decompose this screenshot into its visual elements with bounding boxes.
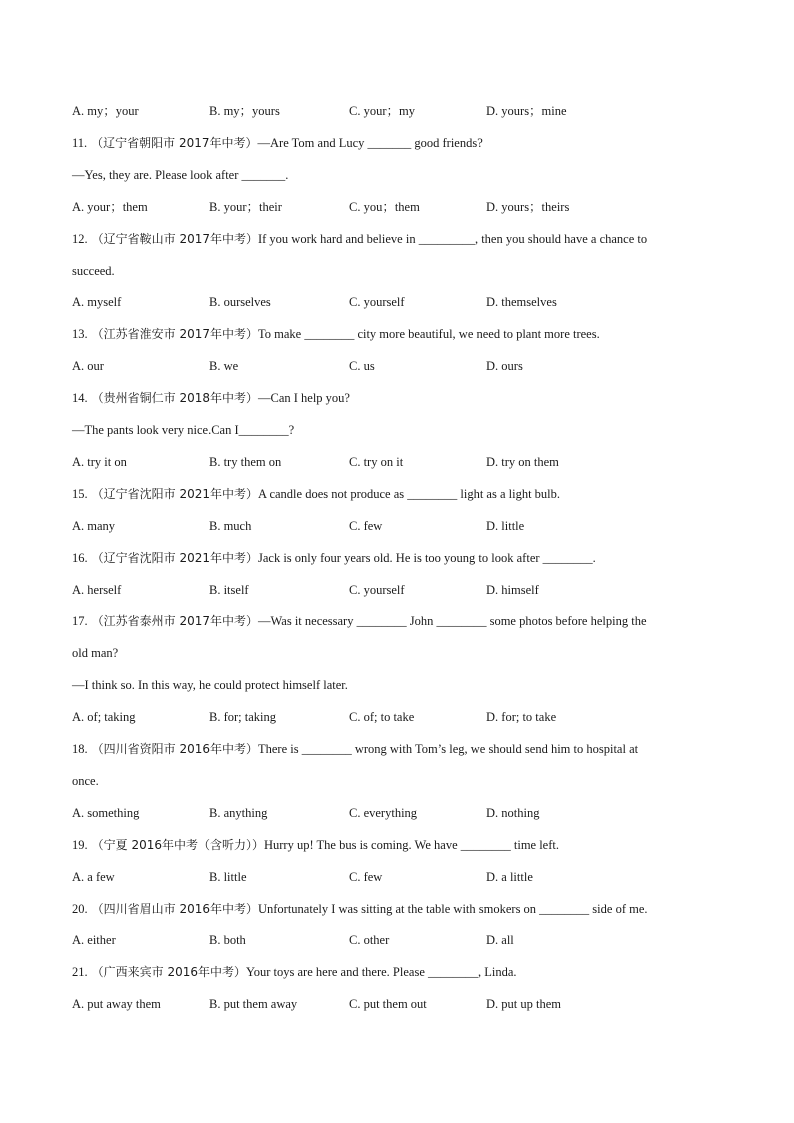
question-line [72, 390, 722, 406]
question-source: （四川省资阳市 2016年中考） [91, 742, 258, 756]
option-c: C. everything [349, 806, 418, 820]
question-number: 16. [72, 551, 88, 565]
question-source: （辽宁省沈阳市 2021年中考） [91, 551, 258, 565]
question-source: （江苏省淮安市 2017年中考） [91, 327, 258, 341]
option-a: A. either [72, 933, 116, 947]
question-text: If you work hard and believe in _________, then you should have a chance to [257, 232, 648, 246]
option-b: B. anything [209, 806, 268, 820]
question-number: 12. [72, 232, 88, 246]
question-text: —I think so. In this way, he could protect himself later. [72, 678, 348, 692]
option-d: D. little [486, 519, 525, 533]
question-number: 19. [72, 838, 88, 852]
question-line [72, 964, 722, 980]
question-text: Jack is only four years old. He is too young to look after ________. [257, 551, 596, 565]
option-d: D. yours；theirs [486, 200, 570, 214]
question-text: Hurry up! The bus is coming. We have ________ time left. [263, 838, 559, 852]
option-c: C. few [349, 519, 383, 533]
option-c: C. few [349, 870, 383, 884]
question-continuation [72, 263, 722, 279]
question-continuation [72, 677, 722, 693]
option-d: D. nothing [486, 806, 540, 820]
option-d: D. for; to take [486, 710, 557, 724]
answer-options [72, 869, 732, 885]
question-number: 13. [72, 327, 88, 341]
question-continuation [72, 167, 722, 183]
question-source: （宁夏 2016年中考（含听力）） [91, 838, 264, 852]
option-b: B. itself [209, 583, 249, 597]
question-source: （江苏省泰州市 2017年中考） [91, 614, 258, 628]
question-number: 11. [72, 136, 88, 150]
option-c: C. put them out [349, 997, 427, 1011]
question-text: Your toys are here and there. Please ________, Linda. [245, 965, 517, 979]
answer-options [72, 996, 732, 1012]
option-d: D. all [486, 933, 514, 947]
option-a: A. my；your [72, 104, 139, 118]
option-a: A. of; taking [72, 710, 136, 724]
question-source: （贵州省铜仁市 2018年中考） [91, 391, 258, 405]
option-d: D. try on them [486, 455, 559, 469]
option-c: C. try on it [349, 455, 404, 469]
answer-options [72, 518, 732, 534]
option-d: D. yours；mine [486, 104, 567, 118]
option-c: C. yourself [349, 295, 405, 309]
option-a: A. herself [72, 583, 122, 597]
option-c: C. you；them [349, 200, 420, 214]
question-line [72, 135, 722, 151]
question-source: （四川省眉山市 2016年中考） [91, 902, 258, 916]
option-d: D. himself [486, 583, 539, 597]
question-source: （辽宁省沈阳市 2021年中考） [91, 487, 258, 501]
option-d: D. put up them [486, 997, 561, 1011]
question-text: —Was it necessary ________ John ________ some photos before helping the [257, 614, 647, 628]
question-line [72, 741, 722, 757]
question-source: （辽宁省鞍山市 2017年中考） [91, 232, 258, 246]
question-continuation [72, 422, 722, 438]
option-c: C. other [349, 933, 390, 947]
question-text: A candle does not produce as ________ light as a light bulb. [257, 487, 561, 501]
option-c: C. us [349, 359, 375, 373]
option-d: D. ours [486, 359, 523, 373]
question-text: Unfortunately I was sitting at the table with smokers on ________ side of me. [257, 902, 648, 916]
question-continuation [72, 773, 722, 789]
question-number: 18. [72, 742, 88, 756]
option-a: A. many [72, 519, 116, 533]
question-line [72, 486, 722, 502]
option-b: B. my；yours [209, 104, 280, 118]
answer-options [72, 805, 732, 821]
option-d: D. themselves [486, 295, 557, 309]
answer-options [72, 199, 732, 215]
option-a: A. myself [72, 295, 122, 309]
option-c: C. of; to take [349, 710, 415, 724]
option-b: B. your；their [209, 200, 282, 214]
question-text: once. [72, 774, 99, 788]
question-number: 21. [72, 965, 88, 979]
question-line [72, 231, 722, 247]
question-text: There is ________ wrong with Tom’s leg, we should send him to hospital at [257, 742, 639, 756]
question-text: —The pants look very nice.Can I________? [72, 423, 295, 437]
option-a: A. something [72, 806, 140, 820]
option-a: A. our [72, 359, 104, 373]
option-a: A. put away them [72, 997, 161, 1011]
question-number: 17. [72, 614, 88, 628]
answer-options [72, 103, 732, 119]
option-b: B. much [209, 519, 252, 533]
question-number: 20. [72, 902, 88, 916]
question-line [72, 613, 722, 629]
option-d: D. a little [486, 870, 533, 884]
question-line [72, 901, 722, 917]
option-c: C. your；my [349, 104, 415, 118]
question-text: old man? [72, 646, 119, 660]
answer-options [72, 932, 732, 948]
question-number: 15. [72, 487, 88, 501]
question-text: —Are Tom and Lucy _______ good friends? [257, 136, 483, 150]
question-text: —Can I help you? [257, 391, 350, 405]
answer-options [72, 454, 732, 470]
option-b: B. put them away [209, 997, 298, 1011]
question-line [72, 837, 722, 853]
option-b: B. ourselves [209, 295, 271, 309]
question-line [72, 326, 722, 342]
answer-options [72, 582, 732, 598]
question-source: （广西来宾市 2016年中考） [91, 965, 246, 979]
question-number: 14. [72, 391, 88, 405]
answer-options [72, 294, 732, 310]
question-text: —Yes, they are. Please look after _______. [72, 168, 289, 182]
option-c: C. yourself [349, 583, 405, 597]
option-a: A. try it on [72, 455, 127, 469]
option-b: B. little [209, 870, 247, 884]
option-a: A. a few [72, 870, 115, 884]
option-a: A. your；them [72, 200, 148, 214]
question-text: succeed. [72, 264, 115, 278]
question-line [72, 550, 722, 566]
option-b: B. try them on [209, 455, 282, 469]
question-source: （辽宁省朝阳市 2017年中考） [91, 136, 258, 150]
option-b: B. for; taking [209, 710, 277, 724]
answer-options [72, 358, 732, 374]
option-b: B. we [209, 359, 239, 373]
option-b: B. both [209, 933, 246, 947]
answer-options [72, 709, 732, 725]
question-text: To make ________ city more beautiful, we need to plant more trees. [257, 327, 600, 341]
question-continuation [72, 645, 722, 661]
